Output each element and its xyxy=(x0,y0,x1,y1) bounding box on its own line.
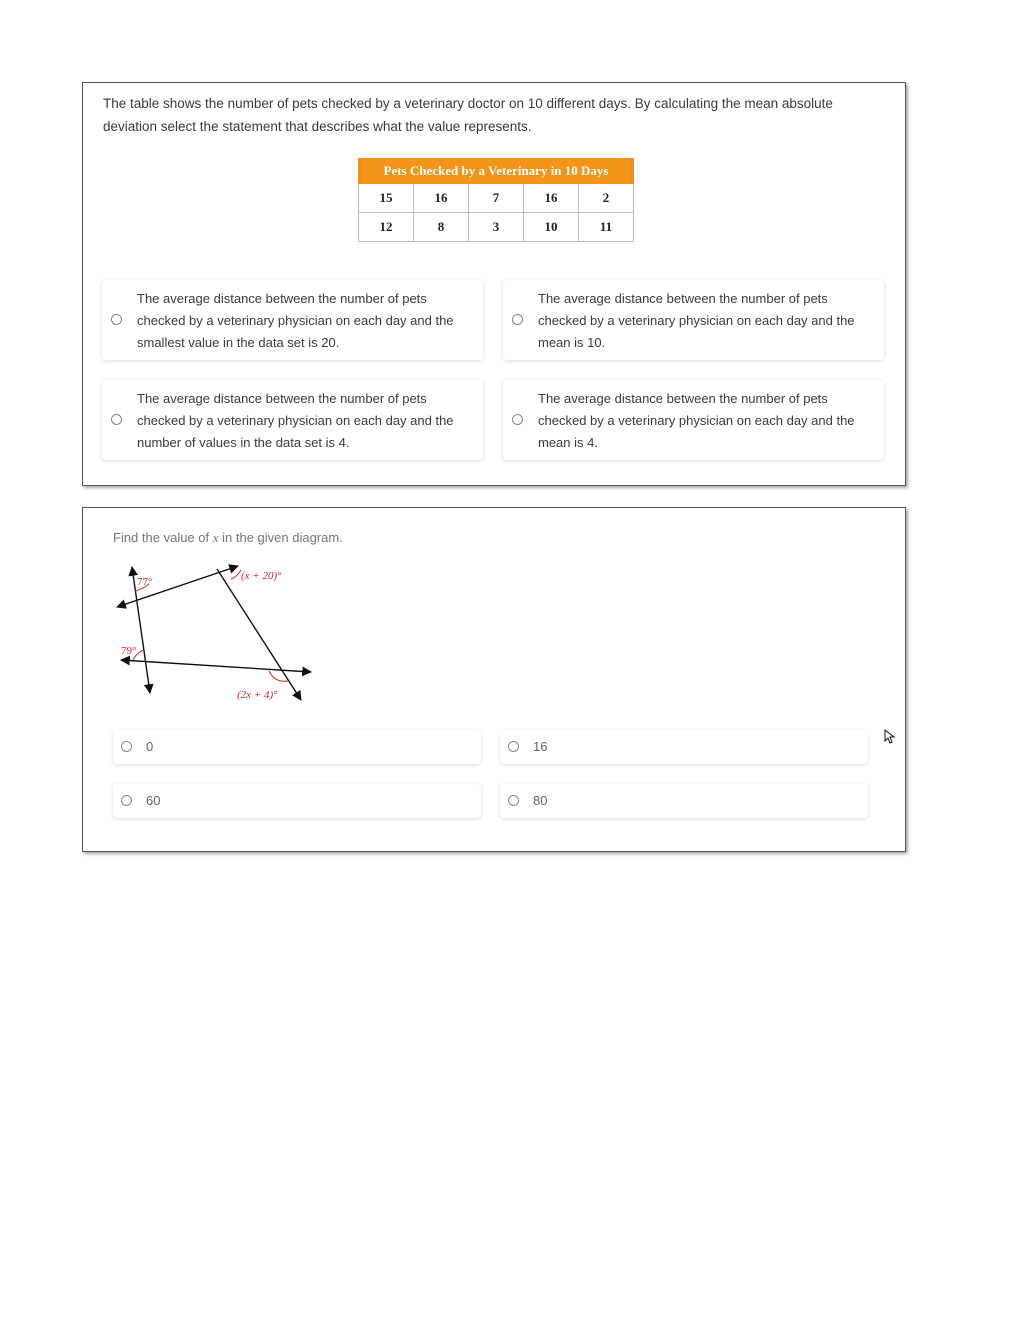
table-row xyxy=(359,213,634,242)
answer-option-b[interactable] xyxy=(503,280,884,360)
question-card-2 xyxy=(82,507,906,852)
table-cell: 3 xyxy=(469,213,524,242)
radio-button[interactable] xyxy=(512,414,523,425)
answer-option-16[interactable] xyxy=(500,730,868,764)
radio-button[interactable] xyxy=(121,795,132,806)
option-text: The average distance between the number of pets checked by a veterinary physician on each day and the mean is 10. xyxy=(538,291,855,350)
question-card-1 xyxy=(82,82,906,486)
option-value: 0 xyxy=(146,739,154,754)
radio-button[interactable] xyxy=(121,741,132,752)
question-1-prompt: The table shows the number of pets checked by a veterinary doctor on 10 different days. By calculating the mean absolute deviation select the statement that describes what the value represents. xyxy=(103,96,833,134)
table-cell: 16 xyxy=(524,184,579,213)
option-text: The average distance between the number of pets checked by a veterinary physician on each day and the mean is 4. xyxy=(538,391,855,450)
radio-button[interactable] xyxy=(111,314,122,325)
table-cell: 7 xyxy=(469,184,524,213)
option-value: 60 xyxy=(146,793,161,808)
prompt-prefix: Find the value of xyxy=(113,530,213,545)
prompt-suffix: in the given diagram. xyxy=(218,530,343,545)
table-cell: 8 xyxy=(414,213,469,242)
angle-label-79: 79° xyxy=(121,645,137,657)
option-value: 80 xyxy=(533,793,548,808)
angle-label-x20: (x + 20)° xyxy=(241,570,282,582)
answer-option-0[interactable] xyxy=(113,730,481,764)
diagram-line-diagonal xyxy=(217,569,301,700)
table-row xyxy=(359,184,634,213)
pets-table xyxy=(358,158,634,242)
answer-option-c[interactable] xyxy=(102,380,483,460)
radio-button[interactable] xyxy=(508,741,519,752)
angle-label-77: 77° xyxy=(137,576,153,588)
angle-arc-x20 xyxy=(231,570,241,579)
table-cell: 16 xyxy=(414,184,469,213)
angle-label-2x4: (2x + 4)° xyxy=(237,689,278,701)
answer-option-a[interactable] xyxy=(102,280,483,360)
option-value: 16 xyxy=(533,739,548,754)
radio-button[interactable] xyxy=(512,314,523,325)
table-cell: 12 xyxy=(359,213,414,242)
mouse-cursor-icon xyxy=(884,729,896,745)
radio-button[interactable] xyxy=(111,414,122,425)
table-cell: 10 xyxy=(524,213,579,242)
question-2-prompt xyxy=(113,530,343,546)
pets-table-title: Pets Checked by a Veterinary in 10 Days xyxy=(359,159,634,184)
answer-option-d[interactable] xyxy=(503,380,884,460)
table-cell: 2 xyxy=(579,184,634,213)
angle-diagram xyxy=(113,563,313,703)
answer-option-80[interactable] xyxy=(500,784,868,818)
table-cell: 11 xyxy=(579,213,634,242)
radio-button[interactable] xyxy=(508,795,519,806)
prompt-variable: x xyxy=(212,530,219,545)
option-text: The average distance between the number of pets checked by a veterinary physician on each day and the number of values in the data set is 4. xyxy=(137,391,454,450)
option-text: The average distance between the number of pets checked by a veterinary physician on each day and the smallest value in the data set is 20. xyxy=(137,291,454,350)
table-cell: 15 xyxy=(359,184,414,213)
answer-option-60[interactable] xyxy=(113,784,481,818)
